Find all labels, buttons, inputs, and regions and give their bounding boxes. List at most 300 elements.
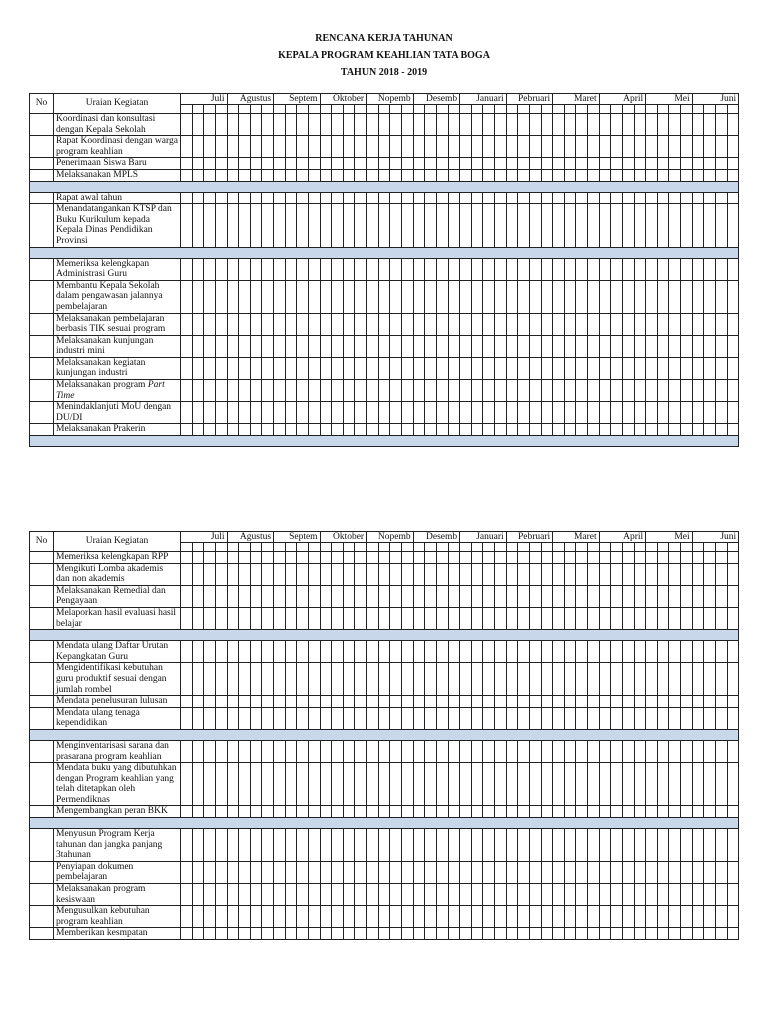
schedule-cell[interactable] [390,563,402,585]
schedule-cell[interactable] [297,357,309,379]
schedule-cell[interactable] [576,641,588,663]
schedule-cell[interactable] [529,313,541,335]
schedule-cell[interactable] [192,402,204,424]
schedule-cell[interactable] [448,313,460,335]
schedule-cell[interactable] [448,402,460,424]
schedule-cell[interactable] [599,707,611,729]
schedule-cell[interactable] [378,158,390,170]
schedule-cell[interactable] [495,402,507,424]
schedule-cell[interactable] [285,696,297,708]
schedule-cell[interactable] [529,641,541,663]
schedule-cell[interactable] [704,928,716,940]
schedule-cell[interactable] [215,763,227,806]
schedule-cell[interactable] [250,258,262,280]
schedule-cell[interactable] [483,928,495,940]
schedule-cell[interactable] [308,585,320,607]
schedule-cell[interactable] [576,707,588,729]
schedule-cell[interactable] [692,763,704,806]
schedule-cell[interactable] [425,707,437,729]
schedule-cell[interactable] [297,169,309,181]
schedule-cell[interactable] [285,158,297,170]
schedule-cell[interactable] [588,357,600,379]
schedule-cell[interactable] [529,552,541,564]
schedule-cell[interactable] [355,192,367,204]
schedule-cell[interactable] [308,740,320,762]
schedule-cell[interactable] [250,192,262,204]
schedule-cell[interactable] [692,607,704,629]
schedule-cell[interactable] [634,424,646,436]
schedule-cell[interactable] [506,663,518,696]
schedule-cell[interactable] [611,136,623,158]
schedule-cell[interactable] [367,192,379,204]
schedule-cell[interactable] [239,204,251,247]
schedule-cell[interactable] [320,906,332,928]
schedule-cell[interactable] [204,829,216,862]
schedule-cell[interactable] [727,829,739,862]
schedule-cell[interactable] [692,357,704,379]
schedule-cell[interactable] [355,861,367,883]
schedule-cell[interactable] [634,763,646,806]
schedule-cell[interactable] [192,707,204,729]
schedule-cell[interactable] [576,192,588,204]
schedule-cell[interactable] [308,906,320,928]
schedule-cell[interactable] [634,663,646,696]
schedule-cell[interactable] [204,380,216,402]
schedule-cell[interactable] [367,258,379,280]
schedule-cell[interactable] [681,204,693,247]
schedule-cell[interactable] [413,114,425,136]
schedule-cell[interactable] [285,585,297,607]
schedule-cell[interactable] [204,740,216,762]
schedule-cell[interactable] [343,158,355,170]
schedule-cell[interactable] [576,158,588,170]
schedule-cell[interactable] [634,114,646,136]
schedule-cell[interactable] [529,192,541,204]
schedule-cell[interactable] [483,641,495,663]
schedule-cell[interactable] [320,280,332,313]
schedule-cell[interactable] [413,402,425,424]
schedule-cell[interactable] [506,607,518,629]
schedule-cell[interactable] [181,552,193,564]
schedule-cell[interactable] [622,707,634,729]
schedule-cell[interactable] [436,607,448,629]
schedule-cell[interactable] [646,707,658,729]
schedule-cell[interactable] [204,402,216,424]
schedule-cell[interactable] [274,402,286,424]
schedule-cell[interactable] [436,861,448,883]
schedule-cell[interactable] [681,563,693,585]
schedule-cell[interactable] [448,204,460,247]
schedule-cell[interactable] [704,906,716,928]
schedule-cell[interactable] [727,585,739,607]
schedule-cell[interactable] [529,607,541,629]
schedule-cell[interactable] [436,641,448,663]
schedule-cell[interactable] [390,136,402,158]
schedule-cell[interactable] [390,884,402,906]
schedule-cell[interactable] [646,258,658,280]
schedule-cell[interactable] [506,740,518,762]
schedule-cell[interactable] [413,136,425,158]
schedule-cell[interactable] [588,928,600,940]
schedule-cell[interactable] [239,380,251,402]
schedule-cell[interactable] [204,641,216,663]
schedule-cell[interactable] [215,335,227,357]
schedule-cell[interactable] [646,313,658,335]
schedule-cell[interactable] [181,357,193,379]
schedule-cell[interactable] [192,335,204,357]
schedule-cell[interactable] [646,380,658,402]
schedule-cell[interactable] [401,204,413,247]
schedule-cell[interactable] [506,169,518,181]
schedule-cell[interactable] [262,114,274,136]
schedule-cell[interactable] [692,563,704,585]
schedule-cell[interactable] [692,335,704,357]
schedule-cell[interactable] [669,641,681,663]
schedule-cell[interactable] [308,607,320,629]
schedule-cell[interactable] [297,740,309,762]
schedule-cell[interactable] [448,136,460,158]
schedule-cell[interactable] [297,258,309,280]
schedule-cell[interactable] [227,552,239,564]
schedule-cell[interactable] [390,169,402,181]
schedule-cell[interactable] [553,424,565,436]
schedule-cell[interactable] [308,552,320,564]
schedule-cell[interactable] [262,424,274,436]
schedule-cell[interactable] [495,357,507,379]
schedule-cell[interactable] [588,136,600,158]
schedule-cell[interactable] [425,763,437,806]
schedule-cell[interactable] [262,204,274,247]
schedule-cell[interactable] [460,192,472,204]
schedule-cell[interactable] [425,861,437,883]
schedule-cell[interactable] [250,707,262,729]
schedule-cell[interactable] [250,696,262,708]
schedule-cell[interactable] [518,707,530,729]
schedule-cell[interactable] [529,906,541,928]
schedule-cell[interactable] [181,861,193,883]
schedule-cell[interactable] [704,607,716,629]
schedule-cell[interactable] [657,663,669,696]
schedule-cell[interactable] [553,136,565,158]
schedule-cell[interactable] [564,402,576,424]
schedule-cell[interactable] [436,663,448,696]
schedule-cell[interactable] [308,114,320,136]
schedule-cell[interactable] [692,402,704,424]
schedule-cell[interactable] [518,357,530,379]
schedule-cell[interactable] [239,607,251,629]
schedule-cell[interactable] [622,114,634,136]
schedule-cell[interactable] [448,829,460,862]
schedule-cell[interactable] [367,280,379,313]
schedule-cell[interactable] [308,884,320,906]
schedule-cell[interactable] [239,424,251,436]
schedule-cell[interactable] [390,696,402,708]
schedule-cell[interactable] [320,114,332,136]
schedule-cell[interactable] [553,402,565,424]
schedule-cell[interactable] [215,204,227,247]
schedule-cell[interactable] [227,563,239,585]
schedule-cell[interactable] [343,424,355,436]
schedule-cell[interactable] [367,861,379,883]
schedule-cell[interactable] [646,906,658,928]
schedule-cell[interactable] [262,707,274,729]
schedule-cell[interactable] [204,357,216,379]
schedule-cell[interactable] [541,258,553,280]
schedule-cell[interactable] [576,585,588,607]
schedule-cell[interactable] [715,763,727,806]
schedule-cell[interactable] [215,861,227,883]
schedule-cell[interactable] [704,380,716,402]
schedule-cell[interactable] [250,585,262,607]
schedule-cell[interactable] [308,861,320,883]
schedule-cell[interactable] [611,380,623,402]
schedule-cell[interactable] [657,136,669,158]
schedule-cell[interactable] [378,641,390,663]
schedule-cell[interactable] [506,380,518,402]
schedule-cell[interactable] [681,585,693,607]
schedule-cell[interactable] [518,192,530,204]
schedule-cell[interactable] [471,552,483,564]
schedule-cell[interactable] [529,424,541,436]
schedule-cell[interactable] [181,740,193,762]
schedule-cell[interactable] [611,335,623,357]
schedule-cell[interactable] [250,380,262,402]
schedule-cell[interactable] [436,763,448,806]
schedule-cell[interactable] [553,763,565,806]
schedule-cell[interactable] [401,641,413,663]
schedule-cell[interactable] [529,707,541,729]
schedule-cell[interactable] [704,114,716,136]
schedule-cell[interactable] [320,928,332,940]
schedule-cell[interactable] [588,192,600,204]
schedule-cell[interactable] [250,906,262,928]
schedule-cell[interactable] [367,884,379,906]
schedule-cell[interactable] [378,335,390,357]
schedule-cell[interactable] [413,707,425,729]
schedule-cell[interactable] [681,313,693,335]
schedule-cell[interactable] [390,380,402,402]
schedule-cell[interactable] [483,806,495,818]
schedule-cell[interactable] [204,663,216,696]
schedule-cell[interactable] [448,607,460,629]
schedule-cell[interactable] [250,607,262,629]
schedule-cell[interactable] [204,136,216,158]
schedule-cell[interactable] [715,424,727,436]
schedule-cell[interactable] [692,136,704,158]
schedule-cell[interactable] [634,169,646,181]
schedule-cell[interactable] [378,740,390,762]
schedule-cell[interactable] [355,641,367,663]
schedule-cell[interactable] [332,357,344,379]
schedule-cell[interactable] [727,402,739,424]
schedule-cell[interactable] [448,114,460,136]
schedule-cell[interactable] [239,663,251,696]
schedule-cell[interactable] [215,114,227,136]
schedule-cell[interactable] [308,258,320,280]
schedule-cell[interactable] [506,861,518,883]
schedule-cell[interactable] [460,763,472,806]
schedule-cell[interactable] [460,114,472,136]
schedule-cell[interactable] [332,585,344,607]
schedule-cell[interactable] [576,906,588,928]
schedule-cell[interactable] [588,806,600,818]
schedule-cell[interactable] [669,258,681,280]
schedule-cell[interactable] [227,313,239,335]
schedule-cell[interactable] [460,740,472,762]
schedule-cell[interactable] [192,829,204,862]
schedule-cell[interactable] [355,552,367,564]
schedule-cell[interactable] [495,763,507,806]
schedule-cell[interactable] [239,192,251,204]
schedule-cell[interactable] [181,335,193,357]
schedule-cell[interactable] [518,641,530,663]
schedule-cell[interactable] [588,607,600,629]
schedule-cell[interactable] [401,280,413,313]
schedule-cell[interactable] [529,158,541,170]
schedule-cell[interactable] [483,380,495,402]
schedule-cell[interactable] [401,829,413,862]
schedule-cell[interactable] [401,313,413,335]
schedule-cell[interactable] [378,313,390,335]
schedule-cell[interactable] [262,641,274,663]
schedule-cell[interactable] [285,552,297,564]
schedule-cell[interactable] [529,258,541,280]
schedule-cell[interactable] [343,829,355,862]
schedule-cell[interactable] [320,357,332,379]
schedule-cell[interactable] [541,861,553,883]
schedule-cell[interactable] [727,696,739,708]
schedule-cell[interactable] [239,313,251,335]
schedule-cell[interactable] [657,424,669,436]
schedule-cell[interactable] [692,707,704,729]
schedule-cell[interactable] [297,663,309,696]
schedule-cell[interactable] [727,158,739,170]
schedule-cell[interactable] [634,380,646,402]
schedule-cell[interactable] [518,136,530,158]
schedule-cell[interactable] [332,861,344,883]
schedule-cell[interactable] [611,204,623,247]
schedule-cell[interactable] [564,607,576,629]
schedule-cell[interactable] [390,335,402,357]
schedule-cell[interactable] [646,357,658,379]
schedule-cell[interactable] [506,641,518,663]
schedule-cell[interactable] [611,357,623,379]
schedule-cell[interactable] [483,829,495,862]
schedule-cell[interactable] [657,380,669,402]
schedule-cell[interactable] [460,707,472,729]
schedule-cell[interactable] [250,402,262,424]
schedule-cell[interactable] [727,884,739,906]
schedule-cell[interactable] [622,663,634,696]
schedule-cell[interactable] [553,563,565,585]
schedule-cell[interactable] [343,906,355,928]
schedule-cell[interactable] [727,192,739,204]
schedule-cell[interactable] [285,884,297,906]
schedule-cell[interactable] [274,424,286,436]
schedule-cell[interactable] [506,357,518,379]
schedule-cell[interactable] [343,313,355,335]
schedule-cell[interactable] [681,335,693,357]
schedule-cell[interactable] [564,563,576,585]
schedule-cell[interactable] [657,402,669,424]
schedule-cell[interactable] [285,280,297,313]
schedule-cell[interactable] [239,928,251,940]
schedule-cell[interactable] [692,829,704,862]
schedule-cell[interactable] [332,424,344,436]
schedule-cell[interactable] [634,607,646,629]
schedule-cell[interactable] [541,402,553,424]
schedule-cell[interactable] [239,696,251,708]
schedule-cell[interactable] [646,641,658,663]
schedule-cell[interactable] [483,313,495,335]
schedule-cell[interactable] [692,861,704,883]
schedule-cell[interactable] [564,696,576,708]
schedule-cell[interactable] [471,740,483,762]
schedule-cell[interactable] [320,402,332,424]
schedule-cell[interactable] [250,663,262,696]
schedule-cell[interactable] [541,585,553,607]
schedule-cell[interactable] [715,258,727,280]
schedule-cell[interactable] [564,313,576,335]
schedule-cell[interactable] [588,763,600,806]
schedule-cell[interactable] [657,806,669,818]
schedule-cell[interactable] [541,280,553,313]
schedule-cell[interactable] [681,380,693,402]
schedule-cell[interactable] [506,806,518,818]
schedule-cell[interactable] [611,563,623,585]
schedule-cell[interactable] [250,169,262,181]
schedule-cell[interactable] [460,585,472,607]
schedule-cell[interactable] [541,335,553,357]
schedule-cell[interactable] [390,806,402,818]
schedule-cell[interactable] [518,380,530,402]
schedule-cell[interactable] [727,563,739,585]
schedule-cell[interactable] [367,136,379,158]
schedule-cell[interactable] [343,861,355,883]
schedule-cell[interactable] [704,258,716,280]
schedule-cell[interactable] [460,402,472,424]
schedule-cell[interactable] [367,829,379,862]
schedule-cell[interactable] [564,136,576,158]
schedule-cell[interactable] [622,136,634,158]
schedule-cell[interactable] [704,169,716,181]
schedule-cell[interactable] [599,380,611,402]
schedule-cell[interactable] [715,806,727,818]
schedule-cell[interactable] [181,204,193,247]
schedule-cell[interactable] [715,696,727,708]
schedule-cell[interactable] [285,424,297,436]
schedule-cell[interactable] [657,829,669,862]
schedule-cell[interactable] [239,884,251,906]
schedule-cell[interactable] [471,136,483,158]
schedule-cell[interactable] [227,806,239,818]
schedule-cell[interactable] [553,585,565,607]
schedule-cell[interactable] [681,707,693,729]
schedule-cell[interactable] [204,424,216,436]
schedule-cell[interactable] [622,192,634,204]
schedule-cell[interactable] [518,763,530,806]
schedule-cell[interactable] [704,357,716,379]
schedule-cell[interactable] [646,763,658,806]
schedule-cell[interactable] [204,928,216,940]
schedule-cell[interactable] [692,192,704,204]
schedule-cell[interactable] [274,585,286,607]
schedule-cell[interactable] [320,424,332,436]
schedule-cell[interactable] [413,313,425,335]
schedule-cell[interactable] [599,884,611,906]
schedule-cell[interactable] [204,552,216,564]
schedule-cell[interactable] [448,806,460,818]
